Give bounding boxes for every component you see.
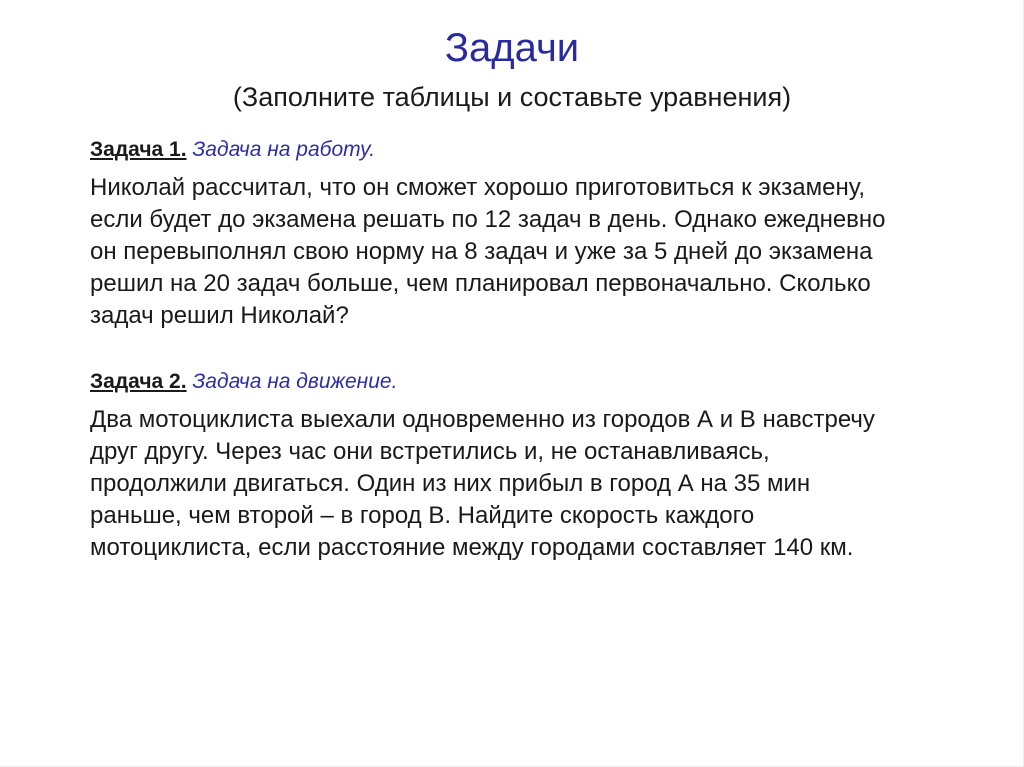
slide-subtitle: (Заполните таблицы и составьте уравнения): [232, 82, 792, 112]
task-2-body: [90, 404, 960, 564]
task-2-topic: Задача на движение.: [192, 370, 398, 393]
task-2-line: мотоциклиста, если расстояние между городами составляет 140 км.: [90, 534, 854, 561]
task-2-label-dot: .: [180, 370, 187, 393]
task-1-line: если будет до экзамена решать по 12 задач в день. Однако ежедневно: [90, 206, 886, 233]
task-1: [90, 136, 960, 332]
task-2-label: [90, 370, 187, 393]
task-2-heading: [90, 368, 960, 396]
task-1-line: Николай рассчитал, что он сможет хорошо приготовиться к экзамену,: [90, 174, 865, 201]
task-1-heading: [90, 136, 960, 164]
task-2-label-text: Задача 2: [90, 370, 181, 393]
task-2-line: раньше, чем второй – в город В. Найдите скорость каждого: [90, 502, 755, 529]
task-1-line: решил на 20 задач больше, чем планировал первоначально. Сколько: [90, 270, 871, 297]
task-1-label: Задача 1.: [90, 138, 187, 161]
task-2-line: продолжили двигаться. Один из них прибыл в город А на 35 мин: [90, 470, 811, 497]
task-2-line: друг другу. Через час они встретились и, не останавливаясь,: [90, 438, 770, 465]
task-2: [90, 368, 960, 564]
task-2-line: Два мотоциклиста выехали одновременно из городов А и В навстречу: [90, 406, 875, 433]
task-1-body: [90, 172, 960, 332]
task-1-topic: Задача на работу.: [192, 138, 376, 161]
task-1-line: задач решил Николай?: [90, 302, 349, 329]
slide-title: Задачи: [444, 26, 580, 70]
task-1-line: он перевыполнял свою норму на 8 задач и уже за 5 дней до экзамена: [90, 238, 873, 265]
